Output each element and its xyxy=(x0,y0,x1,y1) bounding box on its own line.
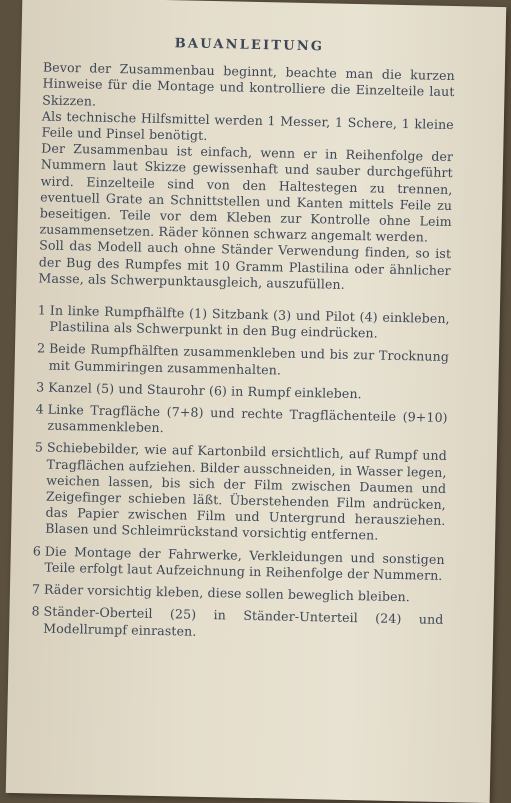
step-number: 6 xyxy=(32,543,42,559)
step-text: Schiebebilder, wie auf Kartonbild ersichtlich, auf Rumpf und Tragflächen aufziehen. Bilder ausschneiden, in Wasser legen, weichen lassen, bis sich der Film zwischen Daumen und Zeigefinger schieben läßt. Überstehenden Film andrücken, das Papier zwischen Film und Untergrund herausziehen. Blasen und Schleimrückstand vorsichtig entfernen. xyxy=(45,440,448,544)
page-title: BAUANLEITUNG xyxy=(174,36,325,55)
step-number: 7 xyxy=(31,581,41,597)
step-text: Die Montage der Fahrwerke, Verkleidungen und sonstigen Teile erfolgt laut Aufzeichnung in Reihenfolge der Nummern. xyxy=(44,543,445,583)
step-text: In linke Rumpfhälfte (1) Sitzbank (3) und Pilot (4) einkleben, Plastilina als Schwerpunkt in den Bug eindrücken. xyxy=(49,302,450,341)
step-item xyxy=(35,401,448,442)
instruction-text xyxy=(31,33,456,650)
booklet-page xyxy=(6,0,507,803)
step-text: Beide Rumpfhälften zusammenkleben und bis zur Trocknung mit Gummiringen zusammenhalten. xyxy=(48,341,450,378)
step-item xyxy=(31,604,444,645)
intro-paragraph: Bevor der Zusammenbau beginnt, beachte man die kurzen Hinweise für die Montage und kontrolliere die Einzelteile laut Skizzen. xyxy=(42,59,455,109)
step-text: Räder vorsichtig kleben, diese sollen beweglich bleiben. xyxy=(43,581,411,605)
step-item xyxy=(33,440,447,546)
intro-paragraph: Der Zusammenbau ist einfach, wenn er in Reihenfolge der Nummern laut Skizze gewissenhaft und sauber durchgeführt wird. Einzelteile sind von den Haltestegen zu trennen, eventuell Grate an Schnittstellen und Kanten mittels Feile zu beseitigen. Teile vor dem Kleben zur Kontrolle ohne Leim zusammensetzen. Räder können schwarz angemalt werden. xyxy=(39,140,454,245)
step-item xyxy=(32,581,444,606)
step-text: Kanzel (5) und Staurohr (6) in Rumpf einkleben. xyxy=(48,379,362,402)
step-number: 2 xyxy=(36,340,46,357)
step-item xyxy=(36,379,448,404)
step-text: Ständer-Oberteil (25) in Ständer-Unterteil (24) und Modellrumpf einrasten. xyxy=(43,603,444,639)
intro-paragraph: Soll das Modell auch ohne Ständer Verwendung finden, so ist der Bug des Rumpfes mit 10 Gramm Plastilina oder ähnlicher Masse, als Schwerpunktausgleich, auszufüllen. xyxy=(38,237,452,292)
step-number: 1 xyxy=(37,302,47,318)
step-number: 3 xyxy=(36,379,45,395)
step-text: Linke Tragfläche (7+8) und rechte Tragflächenteile (9+10) zusammenkleben. xyxy=(47,401,448,436)
intro-paragraph: Als technische Hilfsmittel werden 1 Messer, 1 Schere, 1 kleine Feile und Pinsel benötigt. xyxy=(41,108,454,143)
step-number: 5 xyxy=(34,439,44,456)
step-item xyxy=(32,543,445,584)
step-number: 8 xyxy=(31,603,40,619)
step-item xyxy=(37,341,450,382)
step-number: 4 xyxy=(35,401,45,417)
